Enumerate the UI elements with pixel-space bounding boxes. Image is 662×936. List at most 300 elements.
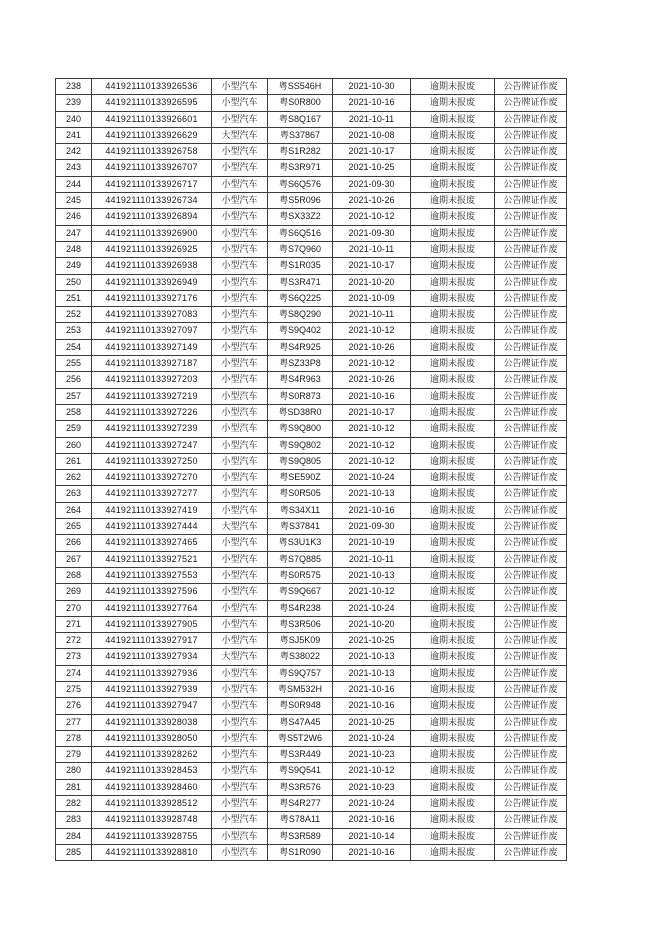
cell-status: 逾期未报废	[411, 812, 495, 828]
cell-vehicle-type: 小型汽车	[212, 437, 268, 453]
cell-record-id: 441921110133926717	[92, 176, 212, 192]
table-row	[56, 828, 567, 844]
cell-date: 2021-09-30	[333, 176, 411, 192]
cell-vehicle-type: 小型汽车	[212, 714, 268, 730]
cell-date: 2021-10-11	[333, 307, 411, 323]
cell-record-id: 441921110133928453	[92, 763, 212, 779]
cell-vehicle-type: 小型汽车	[212, 551, 268, 567]
cell-date: 2021-10-26	[333, 339, 411, 355]
table-row	[56, 144, 567, 160]
cell-remark: 公告牌证作废	[495, 274, 567, 290]
cell-date: 2021-10-11	[333, 551, 411, 567]
cell-sequence-number: 270	[56, 600, 92, 616]
vehicle-scrap-table-container	[55, 78, 566, 861]
table-row	[56, 633, 567, 649]
cell-vehicle-type: 大型汽车	[212, 519, 268, 535]
cell-record-id: 441921110133927553	[92, 567, 212, 583]
table-row	[56, 584, 567, 600]
cell-plate-number: 粤S7Q960	[268, 241, 333, 257]
table-row	[56, 176, 567, 192]
cell-status: 逾期未报废	[411, 470, 495, 486]
cell-date: 2021-10-25	[333, 633, 411, 649]
cell-remark: 公告牌证作废	[495, 665, 567, 681]
cell-status: 逾期未报废	[411, 551, 495, 567]
cell-record-id: 441921110133927247	[92, 437, 212, 453]
cell-vehicle-type: 小型汽车	[212, 111, 268, 127]
cell-plate-number: 粤S3R449	[268, 747, 333, 763]
cell-vehicle-type: 小型汽车	[212, 812, 268, 828]
cell-vehicle-type: 小型汽车	[212, 225, 268, 241]
cell-status: 逾期未报废	[411, 95, 495, 111]
cell-record-id: 441921110133927465	[92, 535, 212, 551]
cell-plate-number: 粤S8Q290	[268, 307, 333, 323]
cell-plate-number: 粤S9Q757	[268, 665, 333, 681]
table-row	[56, 388, 567, 404]
cell-date: 2021-10-16	[333, 95, 411, 111]
cell-status: 逾期未报废	[411, 307, 495, 323]
cell-vehicle-type: 小型汽车	[212, 600, 268, 616]
cell-sequence-number: 248	[56, 241, 92, 257]
cell-plate-number: 粤S34X11	[268, 502, 333, 518]
table-row	[56, 372, 567, 388]
cell-vehicle-type: 小型汽车	[212, 339, 268, 355]
table-row	[56, 437, 567, 453]
table-row	[56, 649, 567, 665]
table-row	[56, 763, 567, 779]
cell-date: 2021-10-14	[333, 828, 411, 844]
cell-plate-number: 粤S3U1K3	[268, 535, 333, 551]
cell-status: 逾期未报废	[411, 763, 495, 779]
cell-sequence-number: 258	[56, 404, 92, 420]
cell-plate-number: 粤SE590Z	[268, 470, 333, 486]
cell-vehicle-type: 小型汽车	[212, 274, 268, 290]
cell-sequence-number: 267	[56, 551, 92, 567]
cell-status: 逾期未报废	[411, 193, 495, 209]
cell-record-id: 441921110133927444	[92, 519, 212, 535]
cell-sequence-number: 238	[56, 79, 92, 95]
cell-remark: 公告牌证作废	[495, 241, 567, 257]
table-row	[56, 290, 567, 306]
cell-plate-number: 粤S6Q576	[268, 176, 333, 192]
cell-remark: 公告牌证作废	[495, 828, 567, 844]
cell-sequence-number: 285	[56, 844, 92, 860]
cell-date: 2021-10-25	[333, 160, 411, 176]
cell-status: 逾期未报废	[411, 519, 495, 535]
cell-date: 2021-10-16	[333, 844, 411, 860]
cell-plate-number: 粤S47A45	[268, 714, 333, 730]
cell-date: 2021-10-23	[333, 779, 411, 795]
cell-status: 逾期未报废	[411, 160, 495, 176]
table-row	[56, 79, 567, 95]
cell-status: 逾期未报废	[411, 437, 495, 453]
cell-plate-number: 粤S4R925	[268, 339, 333, 355]
cell-status: 逾期未报废	[411, 339, 495, 355]
cell-status: 逾期未报废	[411, 828, 495, 844]
cell-sequence-number: 280	[56, 763, 92, 779]
cell-status: 逾期未报废	[411, 356, 495, 372]
cell-sequence-number: 250	[56, 274, 92, 290]
cell-status: 逾期未报废	[411, 616, 495, 632]
cell-remark: 公告牌证作废	[495, 421, 567, 437]
cell-plate-number: 粤S0R948	[268, 698, 333, 714]
cell-plate-number: 粤S6Q516	[268, 225, 333, 241]
cell-record-id: 441921110133926758	[92, 144, 212, 160]
cell-date: 2021-09-30	[333, 225, 411, 241]
cell-remark: 公告牌证作废	[495, 323, 567, 339]
table-row	[56, 111, 567, 127]
cell-sequence-number: 276	[56, 698, 92, 714]
cell-vehicle-type: 小型汽车	[212, 633, 268, 649]
cell-remark: 公告牌证作废	[495, 486, 567, 502]
cell-sequence-number: 251	[56, 290, 92, 306]
cell-remark: 公告牌证作废	[495, 812, 567, 828]
table-row	[56, 665, 567, 681]
cell-remark: 公告牌证作废	[495, 144, 567, 160]
cell-plate-number: 粤S8Q167	[268, 111, 333, 127]
cell-status: 逾期未报废	[411, 584, 495, 600]
cell-date: 2021-10-17	[333, 144, 411, 160]
cell-record-id: 441921110133927149	[92, 339, 212, 355]
table-row	[56, 453, 567, 469]
cell-status: 逾期未报废	[411, 79, 495, 95]
table-row	[56, 730, 567, 746]
table-row	[56, 127, 567, 143]
cell-remark: 公告牌证作废	[495, 127, 567, 143]
cell-record-id: 441921110133927187	[92, 356, 212, 372]
cell-status: 逾期未报废	[411, 535, 495, 551]
cell-sequence-number: 239	[56, 95, 92, 111]
cell-status: 逾期未报废	[411, 747, 495, 763]
cell-vehicle-type: 小型汽车	[212, 209, 268, 225]
cell-plate-number: 粤S37867	[268, 127, 333, 143]
cell-status: 逾期未报废	[411, 372, 495, 388]
cell-record-id: 441921110133927097	[92, 323, 212, 339]
cell-date: 2021-10-20	[333, 616, 411, 632]
table-row	[56, 323, 567, 339]
cell-plate-number: 粤S4R277	[268, 796, 333, 812]
table-row	[56, 486, 567, 502]
cell-status: 逾期未报废	[411, 567, 495, 583]
cell-remark: 公告牌证作废	[495, 796, 567, 812]
cell-sequence-number: 263	[56, 486, 92, 502]
cell-record-id: 441921110133928748	[92, 812, 212, 828]
cell-sequence-number: 257	[56, 388, 92, 404]
cell-date: 2021-10-09	[333, 290, 411, 306]
cell-date: 2021-10-11	[333, 111, 411, 127]
cell-plate-number: 粤S1R282	[268, 144, 333, 160]
cell-date: 2021-10-30	[333, 79, 411, 95]
cell-record-id: 441921110133926734	[92, 193, 212, 209]
cell-remark: 公告牌证作废	[495, 339, 567, 355]
cell-date: 2021-10-24	[333, 600, 411, 616]
cell-date: 2021-10-16	[333, 388, 411, 404]
cell-sequence-number: 261	[56, 453, 92, 469]
cell-status: 逾期未报废	[411, 274, 495, 290]
cell-vehicle-type: 小型汽车	[212, 698, 268, 714]
cell-sequence-number: 281	[56, 779, 92, 795]
table-row	[56, 551, 567, 567]
cell-remark: 公告牌证作废	[495, 633, 567, 649]
cell-date: 2021-10-26	[333, 372, 411, 388]
table-row	[56, 241, 567, 257]
table-row	[56, 307, 567, 323]
table-row	[56, 95, 567, 111]
cell-record-id: 441921110133926601	[92, 111, 212, 127]
cell-remark: 公告牌证作废	[495, 356, 567, 372]
cell-plate-number: 粤S78A11	[268, 812, 333, 828]
cell-date: 2021-10-17	[333, 404, 411, 420]
table-row	[56, 209, 567, 225]
cell-remark: 公告牌证作废	[495, 388, 567, 404]
cell-plate-number: 粤S3R971	[268, 160, 333, 176]
cell-vehicle-type: 小型汽车	[212, 763, 268, 779]
cell-remark: 公告牌证作废	[495, 584, 567, 600]
table-row	[56, 356, 567, 372]
cell-vehicle-type: 小型汽车	[212, 486, 268, 502]
cell-sequence-number: 274	[56, 665, 92, 681]
cell-record-id: 441921110133927419	[92, 502, 212, 518]
cell-record-id: 441921110133927083	[92, 307, 212, 323]
cell-status: 逾期未报废	[411, 844, 495, 860]
cell-remark: 公告牌证作废	[495, 519, 567, 535]
cell-vehicle-type: 小型汽车	[212, 388, 268, 404]
cell-record-id: 441921110133927934	[92, 649, 212, 665]
cell-remark: 公告牌证作废	[495, 747, 567, 763]
vehicle-scrap-table	[55, 78, 567, 861]
cell-remark: 公告牌证作废	[495, 225, 567, 241]
cell-record-id: 441921110133928512	[92, 796, 212, 812]
cell-plate-number: 粤S6Q225	[268, 290, 333, 306]
table-row	[56, 502, 567, 518]
cell-date: 2021-10-12	[333, 763, 411, 779]
cell-vehicle-type: 小型汽车	[212, 779, 268, 795]
cell-sequence-number: 240	[56, 111, 92, 127]
cell-remark: 公告牌证作废	[495, 372, 567, 388]
cell-vehicle-type: 小型汽车	[212, 535, 268, 551]
cell-remark: 公告牌证作废	[495, 258, 567, 274]
cell-status: 逾期未报废	[411, 111, 495, 127]
cell-record-id: 441921110133926925	[92, 241, 212, 257]
cell-status: 逾期未报废	[411, 290, 495, 306]
cell-remark: 公告牌证作废	[495, 567, 567, 583]
cell-status: 逾期未报废	[411, 665, 495, 681]
cell-vehicle-type: 小型汽车	[212, 730, 268, 746]
cell-remark: 公告牌证作废	[495, 193, 567, 209]
cell-status: 逾期未报废	[411, 323, 495, 339]
cell-date: 2021-10-19	[333, 535, 411, 551]
cell-remark: 公告牌证作废	[495, 763, 567, 779]
cell-plate-number: 粤S0R873	[268, 388, 333, 404]
cell-remark: 公告牌证作废	[495, 470, 567, 486]
cell-date: 2021-10-13	[333, 567, 411, 583]
cell-record-id: 441921110133927596	[92, 584, 212, 600]
cell-status: 逾期未报废	[411, 796, 495, 812]
cell-sequence-number: 279	[56, 747, 92, 763]
cell-sequence-number: 265	[56, 519, 92, 535]
cell-date: 2021-10-20	[333, 274, 411, 290]
cell-plate-number: 粤S1R090	[268, 844, 333, 860]
cell-vehicle-type: 小型汽车	[212, 404, 268, 420]
cell-record-id: 441921110133927939	[92, 681, 212, 697]
table-row	[56, 567, 567, 583]
cell-remark: 公告牌证作废	[495, 79, 567, 95]
cell-plate-number: 粤S0R505	[268, 486, 333, 502]
cell-vehicle-type: 小型汽车	[212, 144, 268, 160]
cell-vehicle-type: 小型汽车	[212, 372, 268, 388]
cell-remark: 公告牌证作废	[495, 681, 567, 697]
cell-remark: 公告牌证作废	[495, 535, 567, 551]
cell-record-id: 441921110133928038	[92, 714, 212, 730]
cell-remark: 公告牌证作废	[495, 404, 567, 420]
cell-date: 2021-10-12	[333, 356, 411, 372]
cell-plate-number: 粤SZ33P8	[268, 356, 333, 372]
cell-record-id: 441921110133926536	[92, 79, 212, 95]
cell-remark: 公告牌证作废	[495, 698, 567, 714]
cell-remark: 公告牌证作废	[495, 307, 567, 323]
cell-record-id: 441921110133927226	[92, 404, 212, 420]
cell-sequence-number: 264	[56, 502, 92, 518]
cell-date: 2021-10-16	[333, 502, 411, 518]
cell-vehicle-type: 小型汽车	[212, 665, 268, 681]
cell-status: 逾期未报废	[411, 698, 495, 714]
cell-remark: 公告牌证作废	[495, 176, 567, 192]
cell-vehicle-type: 小型汽车	[212, 95, 268, 111]
cell-plate-number: 粤S3R471	[268, 274, 333, 290]
cell-record-id: 441921110133928755	[92, 828, 212, 844]
cell-plate-number: 粤SM532H	[268, 681, 333, 697]
cell-record-id: 441921110133927277	[92, 486, 212, 502]
cell-vehicle-type: 大型汽车	[212, 127, 268, 143]
cell-status: 逾期未报废	[411, 127, 495, 143]
cell-record-id: 441921110133926595	[92, 95, 212, 111]
table-row	[56, 421, 567, 437]
table-row	[56, 747, 567, 763]
table-row	[56, 160, 567, 176]
cell-status: 逾期未报废	[411, 176, 495, 192]
cell-status: 逾期未报废	[411, 421, 495, 437]
cell-date: 2021-10-24	[333, 730, 411, 746]
cell-sequence-number: 277	[56, 714, 92, 730]
cell-date: 2021-10-16	[333, 812, 411, 828]
table-row	[56, 404, 567, 420]
cell-plate-number: 粤S4R238	[268, 600, 333, 616]
cell-sequence-number: 262	[56, 470, 92, 486]
cell-plate-number: 粤SS546H	[268, 79, 333, 95]
cell-remark: 公告牌证作废	[495, 600, 567, 616]
cell-vehicle-type: 小型汽车	[212, 241, 268, 257]
cell-date: 2021-10-08	[333, 127, 411, 143]
cell-sequence-number: 241	[56, 127, 92, 143]
cell-status: 逾期未报废	[411, 225, 495, 241]
cell-record-id: 441921110133927905	[92, 616, 212, 632]
cell-date: 2021-10-11	[333, 241, 411, 257]
cell-plate-number: 粤S0R800	[268, 95, 333, 111]
cell-vehicle-type: 小型汽车	[212, 421, 268, 437]
cell-status: 逾期未报废	[411, 779, 495, 795]
cell-plate-number: 粤S0R575	[268, 567, 333, 583]
cell-plate-number: 粤SD38R0	[268, 404, 333, 420]
cell-plate-number: 粤S4R963	[268, 372, 333, 388]
table-row	[56, 274, 567, 290]
cell-remark: 公告牌证作废	[495, 95, 567, 111]
cell-record-id: 441921110133926894	[92, 209, 212, 225]
table-row	[56, 779, 567, 795]
cell-date: 2021-10-13	[333, 649, 411, 665]
cell-record-id: 441921110133927947	[92, 698, 212, 714]
cell-vehicle-type: 小型汽车	[212, 567, 268, 583]
cell-sequence-number: 244	[56, 176, 92, 192]
cell-date: 2021-10-17	[333, 258, 411, 274]
cell-remark: 公告牌证作废	[495, 290, 567, 306]
cell-status: 逾期未报废	[411, 730, 495, 746]
cell-sequence-number: 242	[56, 144, 92, 160]
cell-sequence-number: 272	[56, 633, 92, 649]
cell-remark: 公告牌证作废	[495, 779, 567, 795]
cell-plate-number: 粤S5R096	[268, 193, 333, 209]
cell-plate-number: 粤S9Q541	[268, 763, 333, 779]
cell-plate-number: 粤S9Q805	[268, 453, 333, 469]
cell-sequence-number: 275	[56, 681, 92, 697]
cell-status: 逾期未报废	[411, 649, 495, 665]
cell-record-id: 441921110133926938	[92, 258, 212, 274]
cell-record-id: 441921110133927203	[92, 372, 212, 388]
cell-date: 2021-10-12	[333, 453, 411, 469]
cell-vehicle-type: 小型汽车	[212, 453, 268, 469]
cell-sequence-number: 253	[56, 323, 92, 339]
cell-record-id: 441921110133927176	[92, 290, 212, 306]
cell-status: 逾期未报废	[411, 388, 495, 404]
cell-sequence-number: 252	[56, 307, 92, 323]
cell-record-id: 441921110133928262	[92, 747, 212, 763]
cell-date: 2021-10-12	[333, 437, 411, 453]
table-body	[56, 79, 567, 861]
cell-remark: 公告牌证作废	[495, 209, 567, 225]
cell-plate-number: 粤S9Q800	[268, 421, 333, 437]
cell-date: 2021-10-12	[333, 323, 411, 339]
cell-vehicle-type: 小型汽车	[212, 681, 268, 697]
cell-date: 2021-10-24	[333, 470, 411, 486]
cell-date: 2021-10-13	[333, 665, 411, 681]
cell-status: 逾期未报废	[411, 681, 495, 697]
cell-record-id: 441921110133927270	[92, 470, 212, 486]
cell-record-id: 441921110133928050	[92, 730, 212, 746]
cell-sequence-number: 269	[56, 584, 92, 600]
cell-sequence-number: 255	[56, 356, 92, 372]
cell-vehicle-type: 小型汽车	[212, 584, 268, 600]
cell-sequence-number: 268	[56, 567, 92, 583]
cell-status: 逾期未报废	[411, 714, 495, 730]
table-row	[56, 812, 567, 828]
cell-remark: 公告牌证作废	[495, 111, 567, 127]
cell-status: 逾期未报废	[411, 258, 495, 274]
cell-status: 逾期未报废	[411, 404, 495, 420]
cell-plate-number: 粤S3R589	[268, 828, 333, 844]
cell-vehicle-type: 小型汽车	[212, 356, 268, 372]
cell-record-id: 441921110133928810	[92, 844, 212, 860]
cell-date: 2021-10-24	[333, 796, 411, 812]
cell-plate-number: 粤S3R576	[268, 779, 333, 795]
cell-remark: 公告牌证作废	[495, 437, 567, 453]
cell-date: 2021-10-12	[333, 584, 411, 600]
table-row	[56, 258, 567, 274]
cell-date: 2021-10-12	[333, 421, 411, 437]
cell-vehicle-type: 小型汽车	[212, 193, 268, 209]
cell-record-id: 441921110133926949	[92, 274, 212, 290]
cell-status: 逾期未报废	[411, 144, 495, 160]
cell-remark: 公告牌证作废	[495, 551, 567, 567]
cell-sequence-number: 247	[56, 225, 92, 241]
cell-sequence-number: 254	[56, 339, 92, 355]
